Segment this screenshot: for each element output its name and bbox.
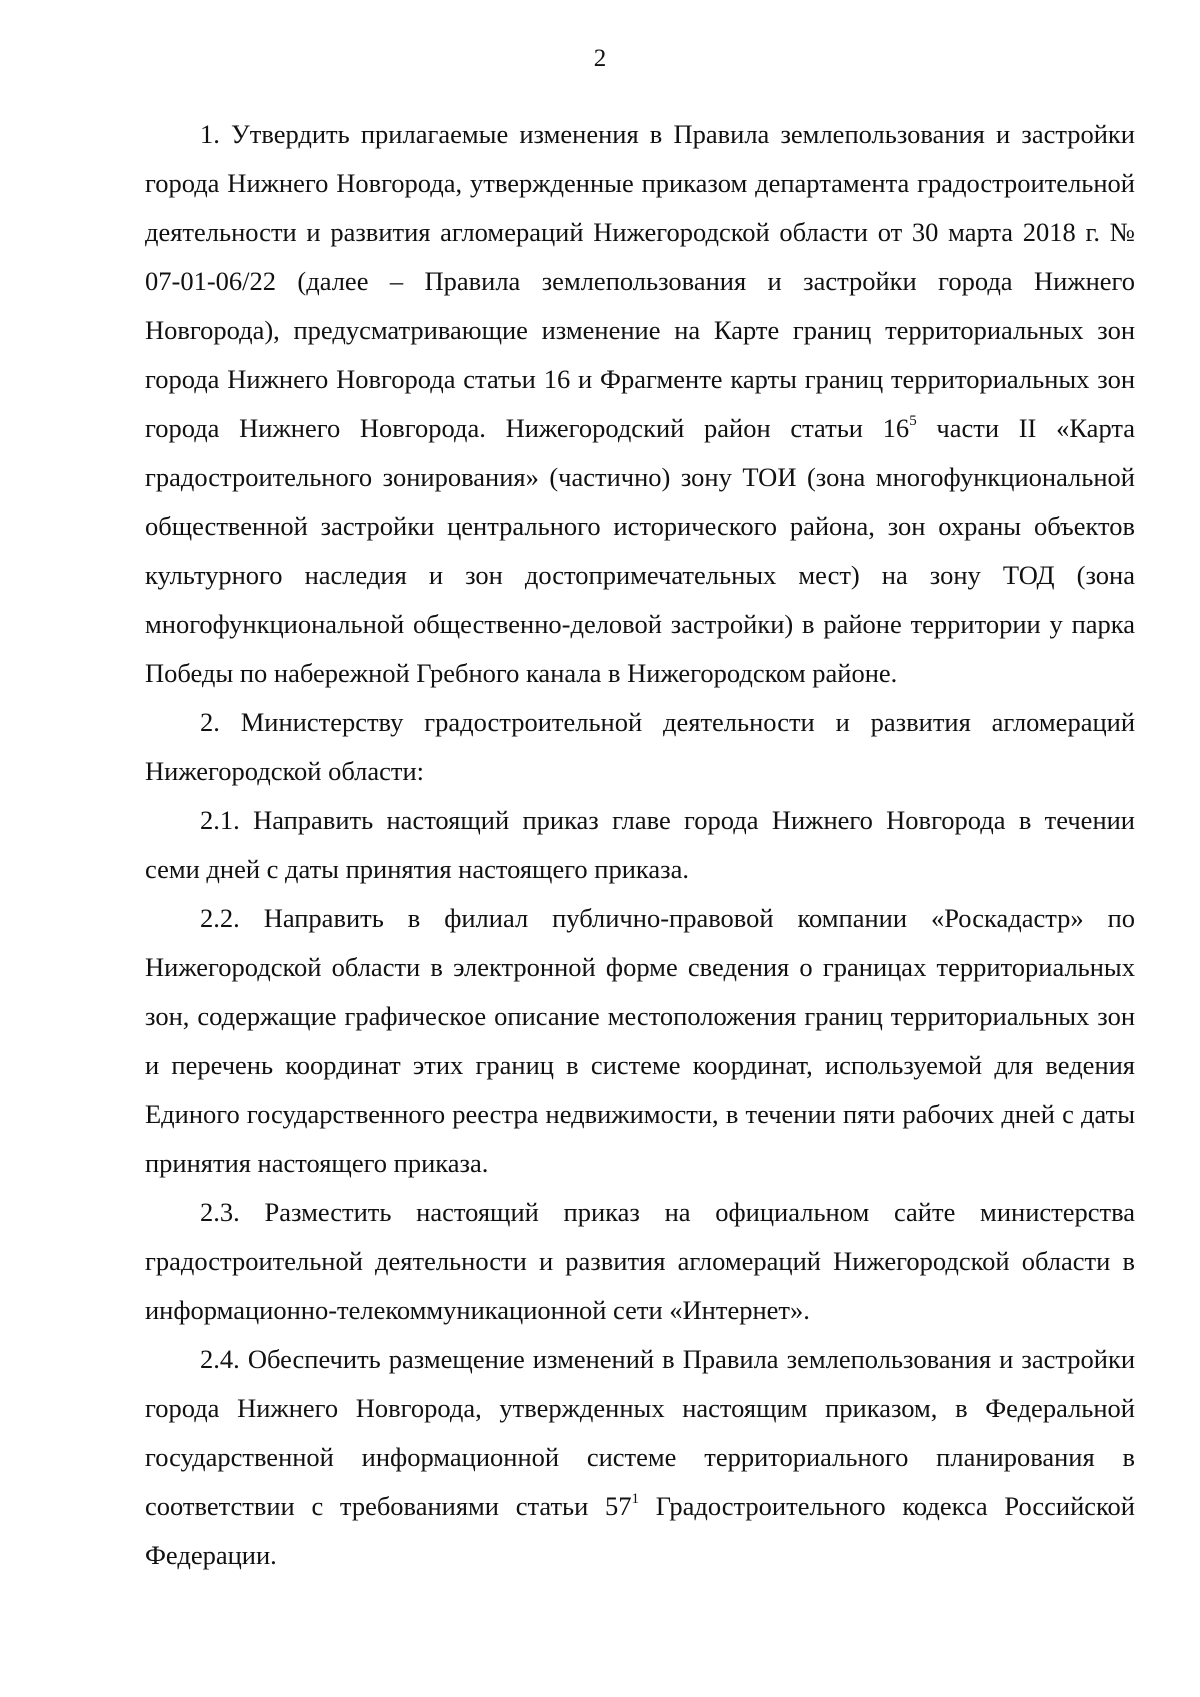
paragraph-1-text-after: части II «Карта градостроительного зонирования» (частично) зону ТОИ (зона многофункциональной общественной застройки центрального исторического района, зон охраны объектов культурного наследия и зон достопримечательных мест) на зону ТОД (зона многофункциональной общественно-деловой застройки) в районе территории у парка Победы по набережной Гребного канала в Нижегородском районе. (145, 413, 1136, 688)
page-number: 2 (593, 45, 607, 72)
paragraph-2-1-send-to-mayor: 2.1. Направить настоящий приказ главе города Нижнего Новгорода в течении семи дней с даты принятия настоящего приказа. (145, 805, 1135, 884)
paragraph-1-approve-changes (145, 110, 1135, 698)
superscript-5: 5 (909, 413, 917, 430)
paragraph-2-4-fgis-placement (145, 1335, 1135, 1580)
paragraph-2-2-send-to-roskadastr: 2.2. Направить в филиал публично-правовой компании «Роскадастр» по Нижегородской области в электронной форме сведения о границах территориальных зон, содержащие графическое описание местоположения границ территориальных зон и перечень координат этих границ в системе координат, используемой для ведения Единого государственного реестра недвижимости, в течении пяти рабочих дней с даты принятия настоящего приказа. (145, 903, 1135, 1178)
paragraph-1-text-before: 1. Утвердить прилагаемые изменения в Правила землепользования и застройки города Нижнего Новгорода, утвержденные приказом департамента градостроительной деятельности и развития агломераций Нижегородской области от 30 марта 2018 г. № 07-01-06/22 (далее – Правила землепользования и застройки города Нижнего Новгорода), предусматривающие изменение на Карте границ территориальных зон города Нижнего Новгорода статьи 16 и Фрагменте карты границ территориальных зон города Нижнего Новгорода. Нижегородский район статьи 16 (145, 119, 1135, 443)
paragraph-2-4-text-after: Градостроительного кодекса Российской Федерации. (145, 1491, 1135, 1570)
paragraph-2-4-text-before: 2.4. Обеспечить размещение изменений в Правила землепользования и застройки города Нижнего Новгорода, утвержденных настоящим приказом, в Федеральной государственной информационной системе территориального планирования в соответствии с требованиями статьи 57 (145, 1344, 1135, 1521)
paragraph-2-ministry: 2. Министерству градостроительной деятельности и развития агломераций Нижегородской области: (145, 707, 1135, 786)
paragraph-2-3-publish-online: 2.3. Разместить настоящий приказ на официальном сайте министерства градостроительной деятельности и развития агломераций Нижегородской области в информационно-телекоммуникационной сети «Интернет». (145, 1197, 1135, 1325)
superscript-1: 1 (631, 1491, 639, 1508)
document-body (145, 110, 1135, 1580)
